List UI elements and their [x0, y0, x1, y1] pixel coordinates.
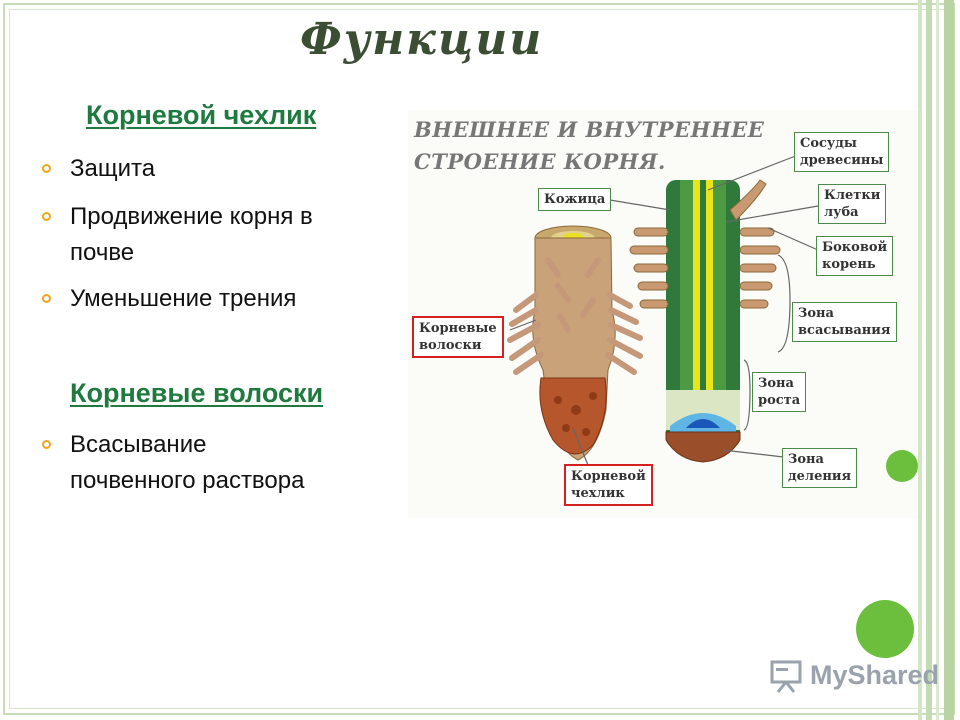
- label-line: Зона: [788, 452, 824, 467]
- label-growth-zone: [752, 372, 806, 412]
- label-lateral-root: [816, 236, 893, 276]
- internal-root-drawing: [630, 180, 780, 462]
- bullet-circle-icon: [42, 164, 51, 173]
- slide-title: Функции: [300, 14, 544, 65]
- label-line: Корневые: [419, 321, 497, 336]
- label-line: всасывания: [798, 323, 891, 338]
- label-line: корень: [822, 257, 876, 272]
- label-line: волоски: [419, 338, 482, 353]
- heading-root-cap: Корневой чехлик: [86, 100, 317, 130]
- bullet-text: Всасывание: [70, 431, 207, 458]
- bullet-text: почве: [70, 239, 135, 266]
- label-epidermis: [538, 188, 611, 211]
- label-root-cap: [564, 464, 653, 506]
- label-line: Сосуды: [800, 136, 857, 151]
- label-line: древесины: [800, 153, 884, 168]
- label-line: Корневой: [571, 469, 646, 484]
- decorative-green-circle-large: [856, 600, 914, 658]
- bullet-text: Уменьшение трения: [70, 285, 297, 312]
- label-line: чехлик: [571, 486, 625, 501]
- presentation-board-icon: [768, 658, 804, 694]
- label-line: Зона: [758, 376, 794, 391]
- label-line: Кожица: [544, 192, 606, 207]
- diagram-title-line1: ВНЕШНЕЕ И ВНУТРЕННЕЕ: [414, 117, 765, 142]
- label-line: луба: [824, 205, 859, 220]
- label-line: Клетки: [824, 188, 881, 203]
- bullet-text: Продвижение корня в: [70, 203, 313, 230]
- decorative-stripes: [918, 0, 960, 720]
- root-structure-diagram: [408, 110, 918, 518]
- label-division-zone: [782, 448, 857, 488]
- decorative-green-circle-small: [886, 450, 918, 482]
- label-xylem-vessels: [794, 132, 889, 172]
- label-phloem-cells: [818, 184, 886, 224]
- label-line: деления: [788, 469, 852, 484]
- watermark-text: MyShared: [810, 660, 940, 690]
- label-line: Боковой: [822, 240, 888, 255]
- bullet-text: Защита: [70, 155, 156, 182]
- label-root-hairs: [412, 316, 504, 358]
- watermark: [768, 656, 940, 696]
- heading-root-hairs: Корневые волоски: [70, 378, 324, 408]
- label-line: роста: [758, 393, 801, 408]
- bullet-circle-icon: [42, 294, 51, 303]
- diagram-title-line2: СТРОЕНИЕ КОРНЯ.: [414, 149, 666, 174]
- label-absorption-zone: [792, 302, 897, 342]
- bullet-text: почвенного раствора: [70, 467, 305, 494]
- label-line: Зона: [798, 306, 834, 321]
- bullet-circle-icon: [42, 440, 51, 449]
- bullet-circle-icon: [42, 212, 51, 221]
- external-root-drawing: [510, 226, 640, 460]
